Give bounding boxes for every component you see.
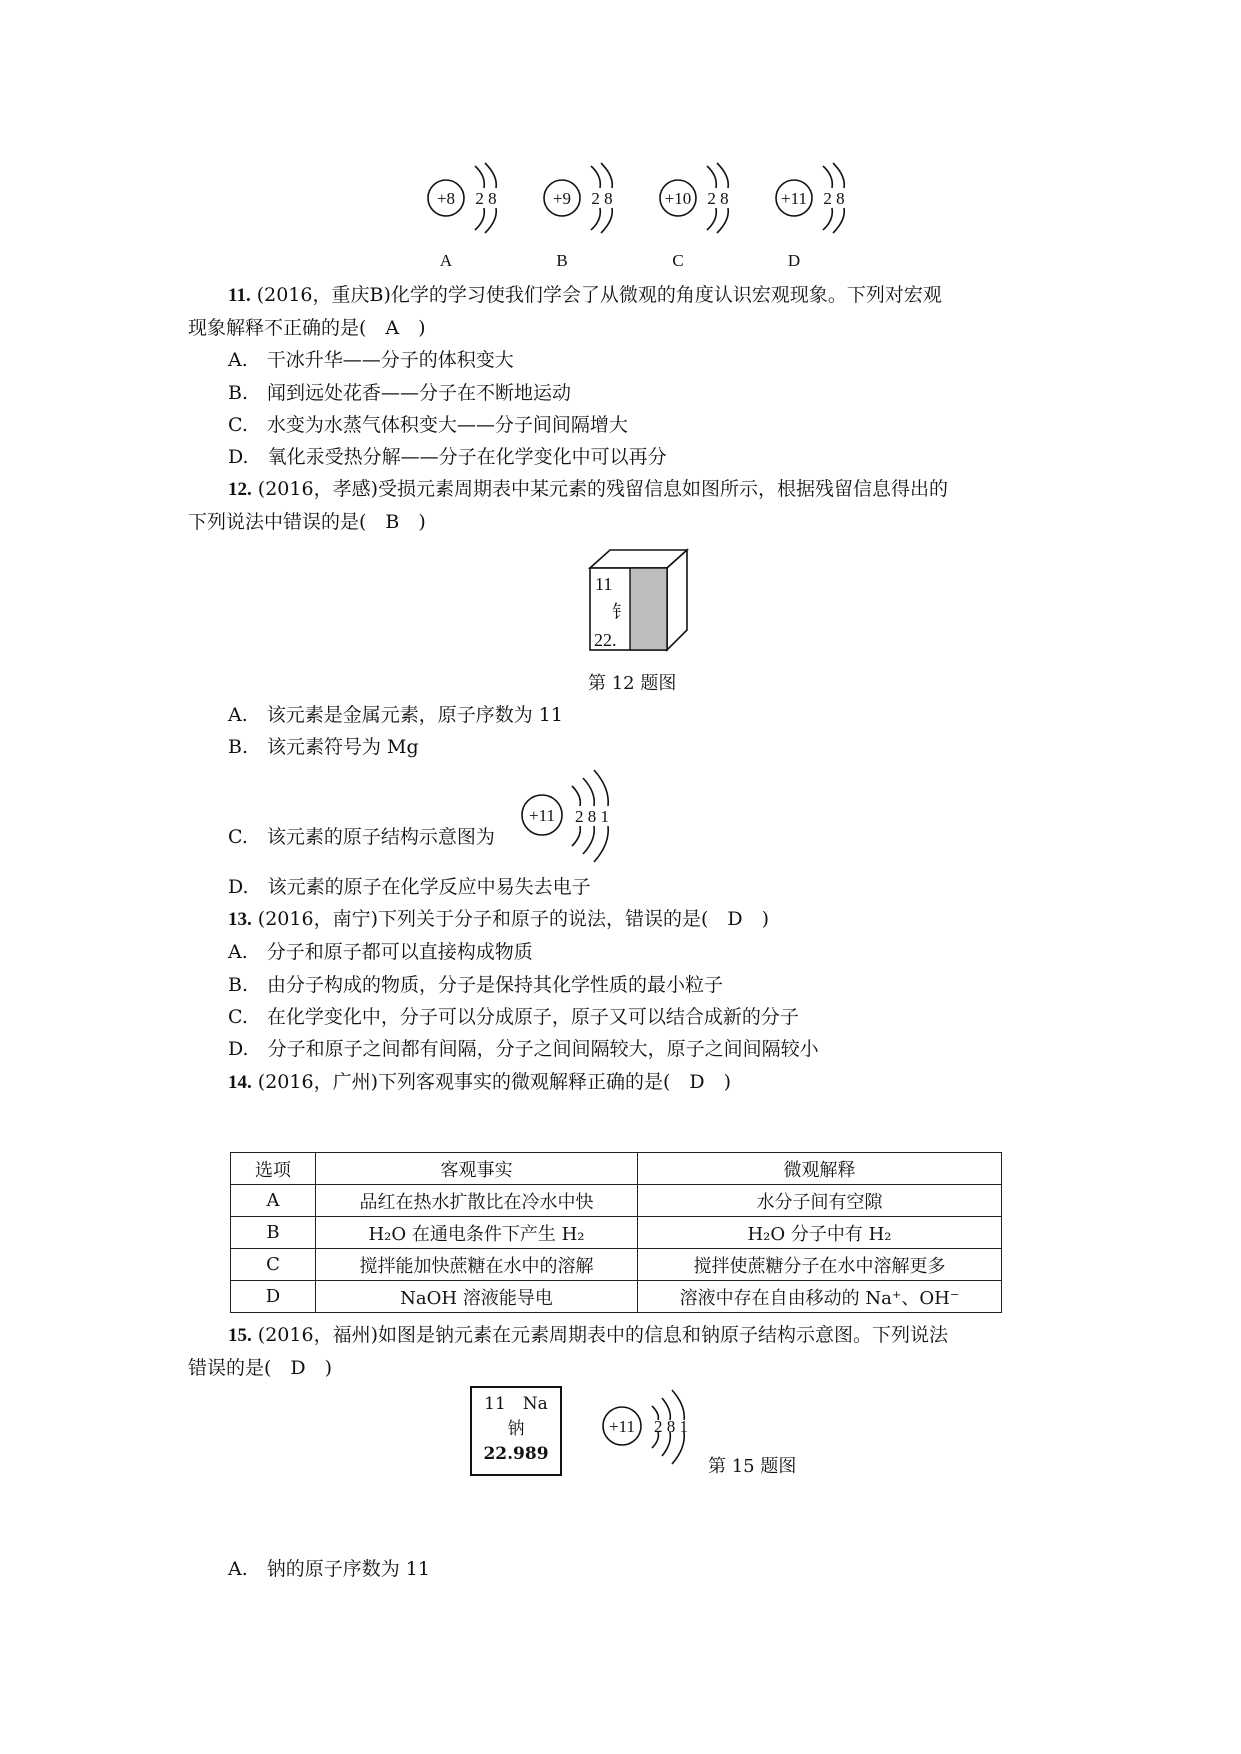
table-cell: 搅拌能加快蔗糖在水中的溶解 <box>316 1249 638 1281</box>
label-c: C <box>672 251 684 270</box>
nucleus-b: +9 <box>552 189 572 208</box>
sodium-card-line3: 22.989 <box>483 1444 549 1464</box>
shells-d: 2 8 <box>823 189 845 208</box>
q13-stem-line <box>228 904 769 935</box>
q13-option-c: C. 在化学变化中，分子可以分成原子，原子又可以结合成新的分子 <box>228 1006 799 1028</box>
q14-stem-line <box>228 1067 731 1098</box>
table-cell: NaOH 溶液能导电 <box>316 1281 638 1313</box>
q11-stem1: (2016，重庆B)化学的学习使我们学会了从微观的角度认识宏观现象。下列对宏观 <box>256 284 942 306</box>
q12-option-c: C. 该元素的原子结构示意图为 <box>228 826 495 848</box>
label-b: B <box>556 251 568 270</box>
table-cell: C <box>231 1249 316 1281</box>
q13-option-d: D. 分子和原子之间都有间隔，分子之间间隔较大，原子之间间隔较小 <box>228 1038 819 1060</box>
q15-option-a: A. 钠的原子序数为 11 <box>228 1558 430 1580</box>
q14-stem: (2016，广州)下列客观事实的微观解释正确的是( D ) <box>257 1071 732 1093</box>
table-row <box>231 1281 1002 1313</box>
table-row <box>231 1217 1002 1249</box>
table-cell: H₂O 在通电条件下产生 H₂ <box>316 1217 638 1249</box>
nucleus-c: +10 <box>664 189 692 208</box>
q15-stem1: (2016，福州)如图是钠元素在元素周期表中的信息和钠原子结构示意图。下列说法 <box>257 1324 948 1346</box>
nucleus-d: +11 <box>781 189 807 208</box>
shells-a: 2 8 <box>475 189 497 208</box>
sodium-shells: 2 8 1 <box>654 1417 688 1436</box>
table-cell: 溶液中存在自由移动的 Na⁺、OH⁻ <box>638 1281 1002 1313</box>
q12-stem1: (2016，孝感)受损元素周期表中某元素的残留信息如图所示，根据残留信息得出的 <box>257 478 948 500</box>
card-number: 11 <box>595 574 613 594</box>
q15-stem-line1 <box>228 1320 948 1351</box>
sodium-nucleus: +11 <box>609 1417 635 1436</box>
table-row <box>231 1249 1002 1281</box>
sodium-atom-diagram <box>598 1386 708 1476</box>
q11-option-c: C. 水变为水蒸气体积变大——分子间间隔增大 <box>228 414 628 436</box>
q14-table <box>230 1152 1002 1313</box>
table-cell: H₂O 分子中有 H₂ <box>638 1217 1002 1249</box>
q13-number: 13. <box>228 909 252 930</box>
sodium-element-card <box>470 1386 562 1476</box>
q13-stem: (2016，南宁)下列关于分子和原子的说法，错误的是( D ) <box>257 908 770 930</box>
q15-caption: 第 15 题图 <box>708 1456 797 1477</box>
table-row <box>231 1185 1002 1217</box>
q12-nucleus: +11 <box>529 806 555 825</box>
atom-diagrams-figure <box>420 158 880 273</box>
q12-option-d: D. 该元素的原子在化学反应中易失去电子 <box>228 876 591 898</box>
q12-option-b: B. 该元素符号为 Mg <box>228 736 419 758</box>
q14-number: 14. <box>228 1072 252 1093</box>
q11-option-b: B. 闻到远处花香——分子在不断地运动 <box>228 382 572 404</box>
nucleus-a: +8 <box>436 189 456 208</box>
card-char: 钅 <box>612 602 630 622</box>
q11-option-d: D. 氧化汞受热分解——分子在化学变化中可以再分 <box>228 446 667 468</box>
shells-b: 2 8 <box>591 189 613 208</box>
header-explanation: 微观解释 <box>638 1153 1002 1185</box>
q12-shells: 2 8 1 <box>575 807 609 826</box>
q12-number: 12. <box>228 479 252 500</box>
q12-stem-line1 <box>228 474 948 505</box>
table-header-row <box>231 1153 1002 1185</box>
q12-option-a: A. 该元素是金属元素，原子序数为 11 <box>228 704 563 726</box>
sodium-card-line2: 钠 <box>507 1419 525 1439</box>
q11-option-a: A. 干冰升华——分子的体积变大 <box>228 349 514 371</box>
label-d: D <box>787 251 801 270</box>
q12-atom-diagram <box>520 768 630 868</box>
table-cell: 品红在热水扩散比在冷水中快 <box>316 1185 638 1217</box>
q12-caption: 第 12 题图 <box>588 673 677 694</box>
q13-option-b: B. 由分子构成的物质，分子是保持其化学性质的最小粒子 <box>228 974 724 996</box>
header-fact: 客观事实 <box>316 1153 638 1185</box>
q15-number: 15. <box>228 1325 252 1346</box>
damaged-element-card <box>585 548 695 658</box>
shells-c: 2 8 <box>707 189 729 208</box>
table-cell: 搅拌使蔗糖分子在水中溶解更多 <box>638 1249 1002 1281</box>
q11-stem-line1 <box>228 280 942 311</box>
table-cell: B <box>231 1217 316 1249</box>
q11-number: 11. <box>228 285 251 306</box>
q12-stem2: 下列说法中错误的是( B ) <box>188 511 426 533</box>
q13-option-a: A. 分子和原子都可以直接构成物质 <box>228 941 533 963</box>
table-cell: D <box>231 1281 316 1313</box>
table-cell: A <box>231 1185 316 1217</box>
sodium-card-line1: 11 Na <box>484 1394 548 1414</box>
label-a: A <box>439 251 453 270</box>
table-cell: 水分子间有空隙 <box>638 1185 1002 1217</box>
header-option: 选项 <box>231 1153 316 1185</box>
q11-stem2: 现象解释不正确的是( A ) <box>188 317 426 339</box>
q15-stem2: 错误的是( D ) <box>188 1357 333 1379</box>
card-mass: 22. <box>594 630 617 650</box>
